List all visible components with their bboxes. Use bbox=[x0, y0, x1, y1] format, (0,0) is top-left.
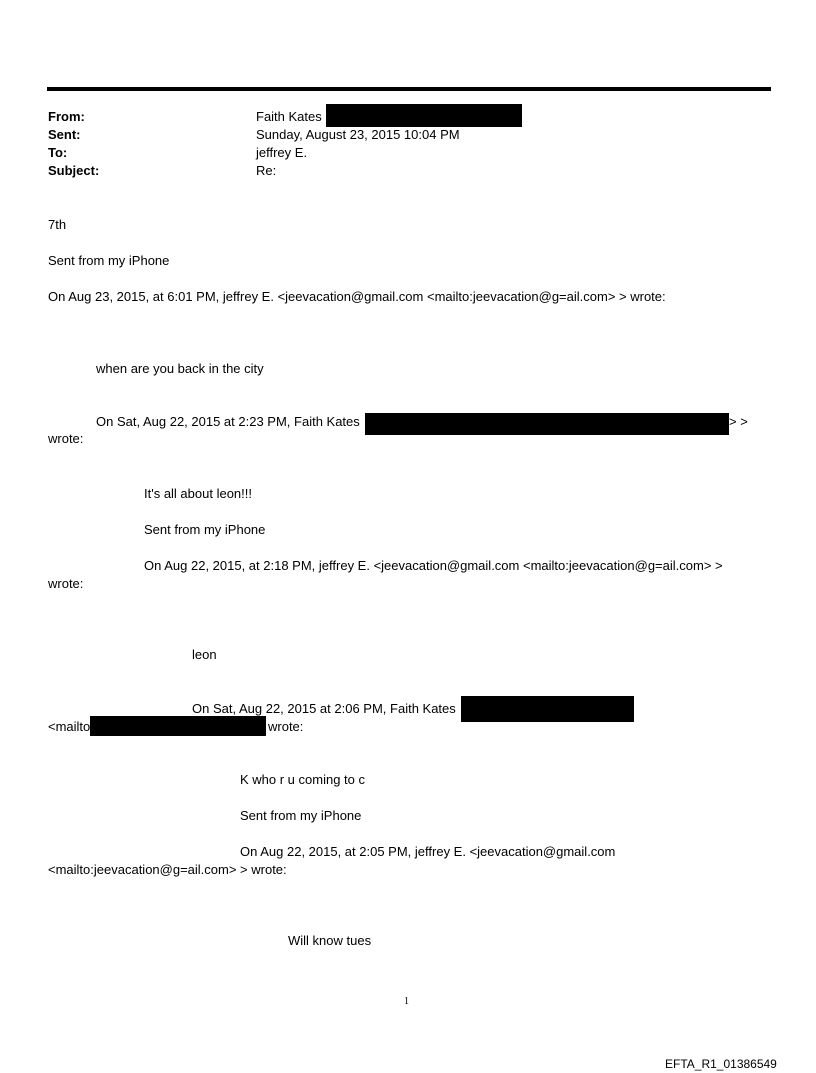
from-value: Faith Kates bbox=[256, 109, 322, 124]
quote-attribution: On Sat, Aug 22, 2015 at 2:06 PM, Faith Kates bbox=[192, 701, 456, 716]
quoted-message: Will know tues bbox=[288, 933, 372, 948]
from-label: From: bbox=[48, 109, 85, 124]
signature-line: Sent from my iPhone bbox=[240, 808, 362, 823]
subject-value: Re: bbox=[256, 163, 277, 178]
quote-attribution: On Aug 23, 2015, at 6:01 PM, jeffrey E. <jeevacation@gmail.com <mailto:jeevacation@g=ail.com> > wrote: bbox=[48, 289, 666, 304]
signature-line: Sent from my iPhone bbox=[48, 253, 170, 268]
page-number: 1 bbox=[404, 996, 409, 1007]
redaction-box bbox=[461, 696, 634, 722]
quote-wrote: wrote: bbox=[48, 576, 84, 591]
quote-wrote: wrote: bbox=[268, 719, 304, 734]
to-label: To: bbox=[48, 145, 68, 160]
quoted-message: K who r u coming to c bbox=[240, 772, 365, 787]
quote-attribution: On Aug 22, 2015, at 2:18 PM, jeffrey E. <jeevacation@gmail.com <mailto:jeevacation@g=ail.com> > bbox=[144, 558, 723, 573]
quote-attribution: On Aug 22, 2015, at 2:05 PM, jeffrey E. <jeevacation@gmail.com bbox=[240, 844, 616, 859]
redaction-box bbox=[90, 716, 266, 736]
quote-attribution: On Sat, Aug 22, 2015 at 2:23 PM, Faith Kates bbox=[96, 414, 360, 429]
quote-attribution-end: > > bbox=[729, 414, 748, 429]
sent-label: Sent: bbox=[48, 127, 81, 142]
redaction-box bbox=[326, 104, 522, 127]
quote-mailto: <mailto bbox=[48, 719, 91, 734]
redaction-box bbox=[365, 413, 729, 435]
quoted-message: It's all about leon!!! bbox=[144, 486, 252, 501]
quoted-message: when are you back in the city bbox=[96, 361, 264, 376]
sent-value: Sunday, August 23, 2015 10:04 PM bbox=[256, 127, 460, 142]
quoted-message: leon bbox=[192, 647, 217, 662]
quote-wrote: wrote: bbox=[48, 431, 84, 446]
body-line: 7th bbox=[48, 217, 67, 232]
subject-label: Subject: bbox=[48, 163, 100, 178]
signature-line: Sent from my iPhone bbox=[144, 522, 266, 537]
to-value: jeffrey E. bbox=[256, 145, 308, 160]
header-rule bbox=[47, 87, 771, 91]
document-id: EFTA_R1_01386549 bbox=[665, 1057, 777, 1071]
quote-attribution-cont: <mailto:jeevacation@g=ail.com> > wrote: bbox=[48, 862, 287, 877]
